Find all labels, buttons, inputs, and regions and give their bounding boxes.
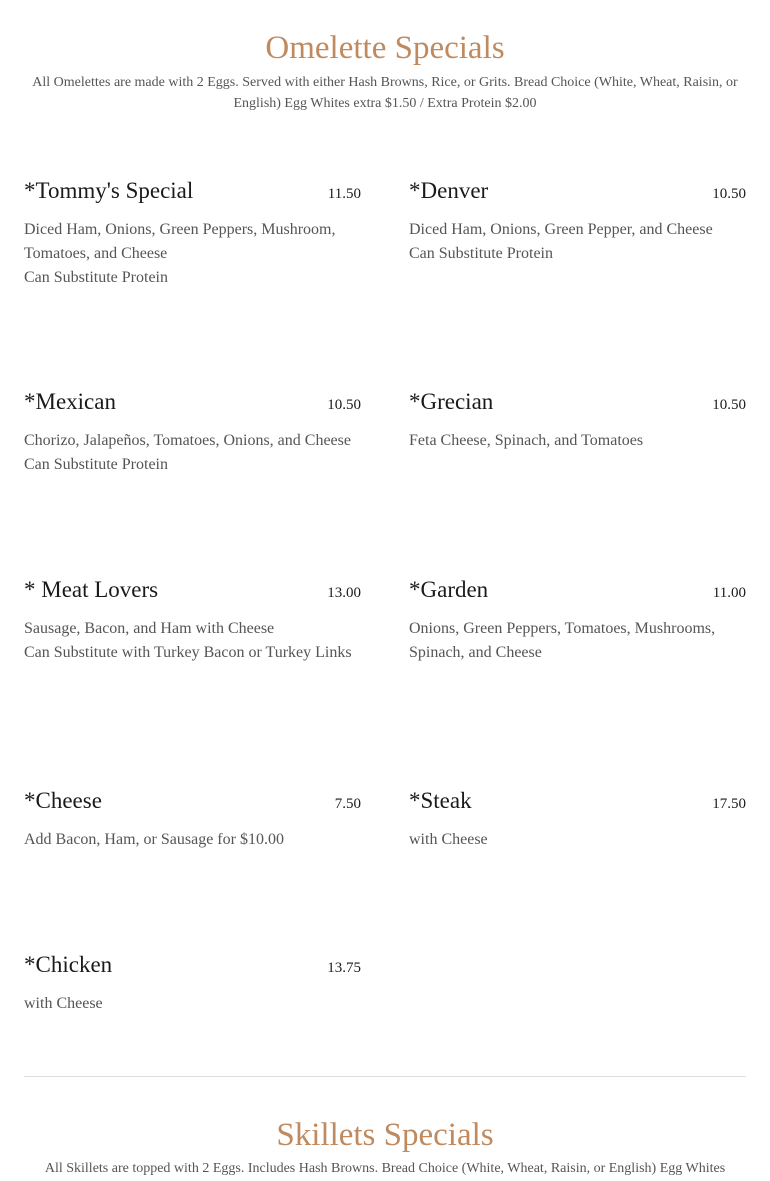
menu-item-description-line: with Cheese [409,831,488,848]
menu-item-description [409,218,746,266]
menu-item-description [24,617,361,665]
menu-item-description [409,617,746,665]
menu-item-price: 13.75 [327,960,361,976]
menu-item-tommys-special [24,176,361,387]
menu-item-price: 10.50 [712,397,746,413]
menu-item-grecian [409,387,746,575]
menu-item-description [24,429,361,477]
menu-item-name: *Grecian [409,389,494,414]
menu-item-price: 13.00 [327,585,361,601]
menu-item-name: * Meat Lovers [24,577,159,602]
section-divider [24,1076,746,1077]
menu-item-price: 11.00 [712,585,746,601]
menu-item-name: *Cheese [24,788,102,813]
menu-item-description-line: Feta Cheese, Spinach, and Tomatoes [409,432,644,449]
menu-item-description-line: Can Substitute with Turkey Bacon or Turkey Links [24,644,352,661]
menu-item-description-line: Onions, Green Peppers, Tomatoes, Mushrooms, Spinach, and Cheese [409,620,716,661]
menu-item-description [409,429,746,453]
menu-item-name: *Chicken [24,952,113,977]
menu-item-description-line: Diced Ham, Onions, Green Peppers, Mushroom, Tomatoes, and Cheese [24,221,336,262]
menu-item-description-line: Can Substitute Protein [24,456,168,473]
menu-item-description-line: Sausage, Bacon, and Ham with Cheese [24,620,275,637]
menu-item-meat-lovers [24,575,361,786]
menu-item-name: *Garden [409,577,489,602]
menu-item-garden [409,575,746,786]
omelette-menu-grid [24,176,746,1030]
menu-item-name: *Tommy's Special [24,178,194,203]
menu-item-price: 11.50 [327,186,361,202]
omelette-section-description: All Omelettes are made with 2 Eggs. Served with either Hash Browns, Rice, or Grits. Bread Choice (White, Wheat, Raisin, or English) Egg Whites extra $1.50 / Extra Protein $2.00 [32,75,738,111]
menu-item-denver [409,176,746,387]
menu-item-description-line: Can Substitute Protein [409,245,553,262]
menu-item-description-line: Add Bacon, Ham, or Sausage for $10.00 [24,831,284,848]
menu-item-description-line: Can Substitute Protein [24,269,168,286]
menu-item-price: 7.50 [334,796,361,812]
menu-item-description-line: Diced Ham, Onions, Green Pepper, and Cheese [409,221,713,238]
menu-item-description-line: Chorizo, Jalapeños, Tomatoes, Onions, and Cheese [24,432,351,449]
menu-item-name: *Mexican [24,389,116,414]
menu-item-description [24,992,361,1016]
menu-item-description [24,828,361,852]
menu-item-description-line: with Cheese [24,995,103,1012]
skillets-section-title: Skillets Specials [276,1117,494,1153]
menu-item-cheese [24,786,361,950]
menu-item-chicken [24,950,361,1030]
menu-item-description [409,828,746,852]
menu-item-name: *Denver [409,178,489,203]
menu-item-steak [409,786,746,950]
menu-item-price: 10.50 [712,186,746,202]
skillets-section-description: All Skillets are topped with 2 Eggs. Includes Hash Browns. Bread Choice (White, Wheat, Raisin, or English) Egg Whites [44,1161,726,1176]
omelette-section-title: Omelette Specials [265,30,505,66]
menu-item-mexican [24,387,361,575]
menu-item-description [24,218,361,290]
menu-item-price: 17.50 [712,796,746,812]
menu-item-name: *Steak [409,788,472,813]
menu-item-price: 10.50 [327,397,361,413]
